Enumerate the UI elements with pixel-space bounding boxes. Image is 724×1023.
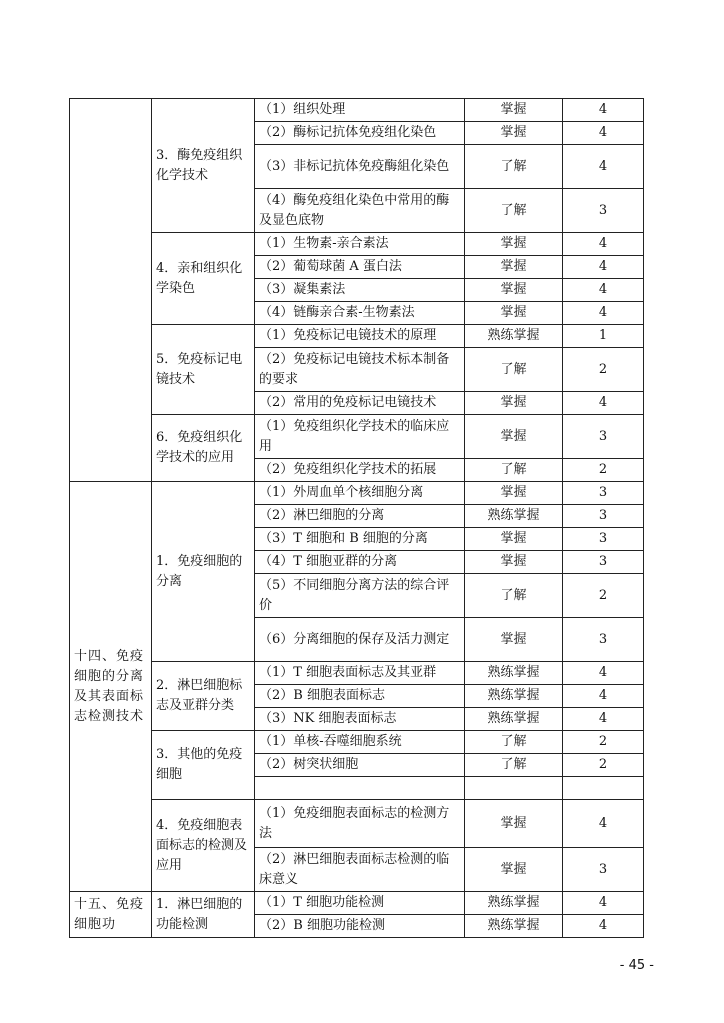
item-cell: （2）常用的免疫标记电镜技术 xyxy=(255,392,465,415)
item-cell: （5）不同细胞分离方法的综合评价 xyxy=(255,574,465,618)
hours-cell: 2 xyxy=(563,574,644,618)
hours-cell: 2 xyxy=(563,348,644,392)
section-cell: 十四、免疫细胞的分离及其表面标志检测技术 xyxy=(70,482,152,892)
page-number: - 45 - xyxy=(619,958,654,973)
section-cell: 十五、免疫细胞功 xyxy=(70,892,152,938)
hours-cell: 3 xyxy=(563,618,644,662)
hours-cell: 1 xyxy=(563,325,644,348)
hours-cell: 4 xyxy=(563,708,644,731)
requirement-cell: 了解 xyxy=(465,145,563,189)
item-cell: （1）免疫标记电镜技术的原理 xyxy=(255,325,465,348)
item-cell: （2）树突状细胞 xyxy=(255,754,465,777)
topic-cell: 5．免疫标记电镜技术 xyxy=(152,325,255,415)
requirement-cell: 掌握 xyxy=(465,482,563,505)
hours-cell: 4 xyxy=(563,279,644,302)
requirement-cell: 掌握 xyxy=(465,99,563,122)
requirement-cell: 掌握 xyxy=(465,415,563,459)
item-cell: （4）链酶亲合素-生物素法 xyxy=(255,302,465,325)
requirement-cell xyxy=(465,777,563,800)
topic-cell: 6．免疫组织化学技术的应用 xyxy=(152,415,255,482)
item-cell: （1）T 细胞功能检测 xyxy=(255,892,465,915)
table-row xyxy=(70,325,644,348)
requirement-cell: 掌握 xyxy=(465,256,563,279)
requirement-cell: 掌握 xyxy=(465,392,563,415)
item-cell: （2）酶标记抗体免疫组化染色 xyxy=(255,122,465,145)
item-cell: （1）单核-吞噬细胞系统 xyxy=(255,731,465,754)
requirement-cell: 了解 xyxy=(465,731,563,754)
item-cell: （1）T 细胞表面标志及其亚群 xyxy=(255,662,465,685)
requirement-cell: 掌握 xyxy=(465,233,563,256)
item-cell: （3）凝集素法 xyxy=(255,279,465,302)
table-row xyxy=(70,662,644,685)
hours-cell: 3 xyxy=(563,189,644,233)
item-cell: （3）T 细胞和 B 细胞的分离 xyxy=(255,528,465,551)
hours-cell: 4 xyxy=(563,256,644,279)
item-cell: （1）免疫细胞表面标志的检测方法 xyxy=(255,800,465,848)
requirement-cell: 熟练掌握 xyxy=(465,325,563,348)
requirement-cell: 掌握 xyxy=(465,551,563,574)
section-cell xyxy=(70,99,152,482)
hours-cell: 2 xyxy=(563,754,644,777)
hours-cell: 4 xyxy=(563,662,644,685)
topic-cell: 4．亲和组织化学染色 xyxy=(152,233,255,325)
hours-cell: 4 xyxy=(563,302,644,325)
topic-cell: 4．免疫细胞表面标志的检测及应用 xyxy=(152,800,255,892)
item-cell: （4）酶免疫组化染色中常用的酶及显色底物 xyxy=(255,189,465,233)
requirement-cell: 了解 xyxy=(465,754,563,777)
requirement-cell: 了解 xyxy=(465,459,563,482)
hours-cell: 4 xyxy=(563,392,644,415)
hours-cell: 3 xyxy=(563,505,644,528)
table-row xyxy=(70,731,644,754)
requirement-cell: 掌握 xyxy=(465,528,563,551)
requirement-cell: 掌握 xyxy=(465,279,563,302)
requirement-cell: 了解 xyxy=(465,189,563,233)
hours-cell: 3 xyxy=(563,415,644,459)
requirement-cell: 熟练掌握 xyxy=(465,662,563,685)
item-cell: （1）组织处理 xyxy=(255,99,465,122)
topic-cell: 1．淋巴细胞的功能检测 xyxy=(152,892,255,938)
hours-cell: 4 xyxy=(563,915,644,938)
hours-cell: 3 xyxy=(563,482,644,505)
requirement-cell: 了解 xyxy=(465,348,563,392)
topic-cell: 1．免疫细胞的分离 xyxy=(152,482,255,662)
requirement-cell: 了解 xyxy=(465,574,563,618)
hours-cell: 2 xyxy=(563,731,644,754)
topic-cell: 2．淋巴细胞标志及亚群分类 xyxy=(152,662,255,731)
requirement-cell: 掌握 xyxy=(465,122,563,145)
item-cell: （4）T 细胞亚群的分离 xyxy=(255,551,465,574)
table-row xyxy=(70,233,644,256)
hours-cell: 4 xyxy=(563,99,644,122)
item-cell xyxy=(255,777,465,800)
hours-cell: 4 xyxy=(563,122,644,145)
requirement-cell: 熟练掌握 xyxy=(465,685,563,708)
item-cell: （1）生物素-亲合素法 xyxy=(255,233,465,256)
table-row xyxy=(70,482,644,505)
hours-cell: 4 xyxy=(563,800,644,848)
requirement-cell: 掌握 xyxy=(465,618,563,662)
item-cell: （3）NK 细胞表面标志 xyxy=(255,708,465,731)
requirement-cell: 熟练掌握 xyxy=(465,505,563,528)
hours-cell: 4 xyxy=(563,685,644,708)
hours-cell: 3 xyxy=(563,848,644,892)
item-cell: （6）分离细胞的保存及活力测定 xyxy=(255,618,465,662)
table-row xyxy=(70,415,644,459)
hours-cell: 4 xyxy=(563,145,644,189)
item-cell: （2）免疫组织化学技术的拓展 xyxy=(255,459,465,482)
table-row xyxy=(70,892,644,915)
requirement-cell: 熟练掌握 xyxy=(465,892,563,915)
syllabus-table xyxy=(69,98,644,938)
item-cell: （2）淋巴细胞的分离 xyxy=(255,505,465,528)
item-cell: （1）免疫组织化学技术的临床应用 xyxy=(255,415,465,459)
item-cell: （2）葡萄球菌 A 蛋白法 xyxy=(255,256,465,279)
topic-cell: 3．酶免疫组织化学技术 xyxy=(152,99,255,233)
item-cell: （2）免疫标记电镜技术标本制备的要求 xyxy=(255,348,465,392)
hours-cell: 4 xyxy=(563,233,644,256)
hours-cell: 4 xyxy=(563,892,644,915)
hours-cell: 3 xyxy=(563,528,644,551)
hours-cell: 3 xyxy=(563,551,644,574)
item-cell: （1）外周血单个核细胞分离 xyxy=(255,482,465,505)
item-cell: （2）B 细胞功能检测 xyxy=(255,915,465,938)
requirement-cell: 熟练掌握 xyxy=(465,915,563,938)
requirement-cell: 掌握 xyxy=(465,302,563,325)
topic-cell: 3．其他的免疫细胞 xyxy=(152,731,255,800)
item-cell: （2）B 细胞表面标志 xyxy=(255,685,465,708)
table-row xyxy=(70,800,644,848)
item-cell: （2）淋巴细胞表面标志检测的临床意义 xyxy=(255,848,465,892)
table-row xyxy=(70,99,644,122)
hours-cell: 2 xyxy=(563,459,644,482)
requirement-cell: 掌握 xyxy=(465,800,563,848)
item-cell: （3）非标记抗体免疫酶組化染色 xyxy=(255,145,465,189)
requirement-cell: 掌握 xyxy=(465,848,563,892)
requirement-cell: 熟练掌握 xyxy=(465,708,563,731)
hours-cell xyxy=(563,777,644,800)
